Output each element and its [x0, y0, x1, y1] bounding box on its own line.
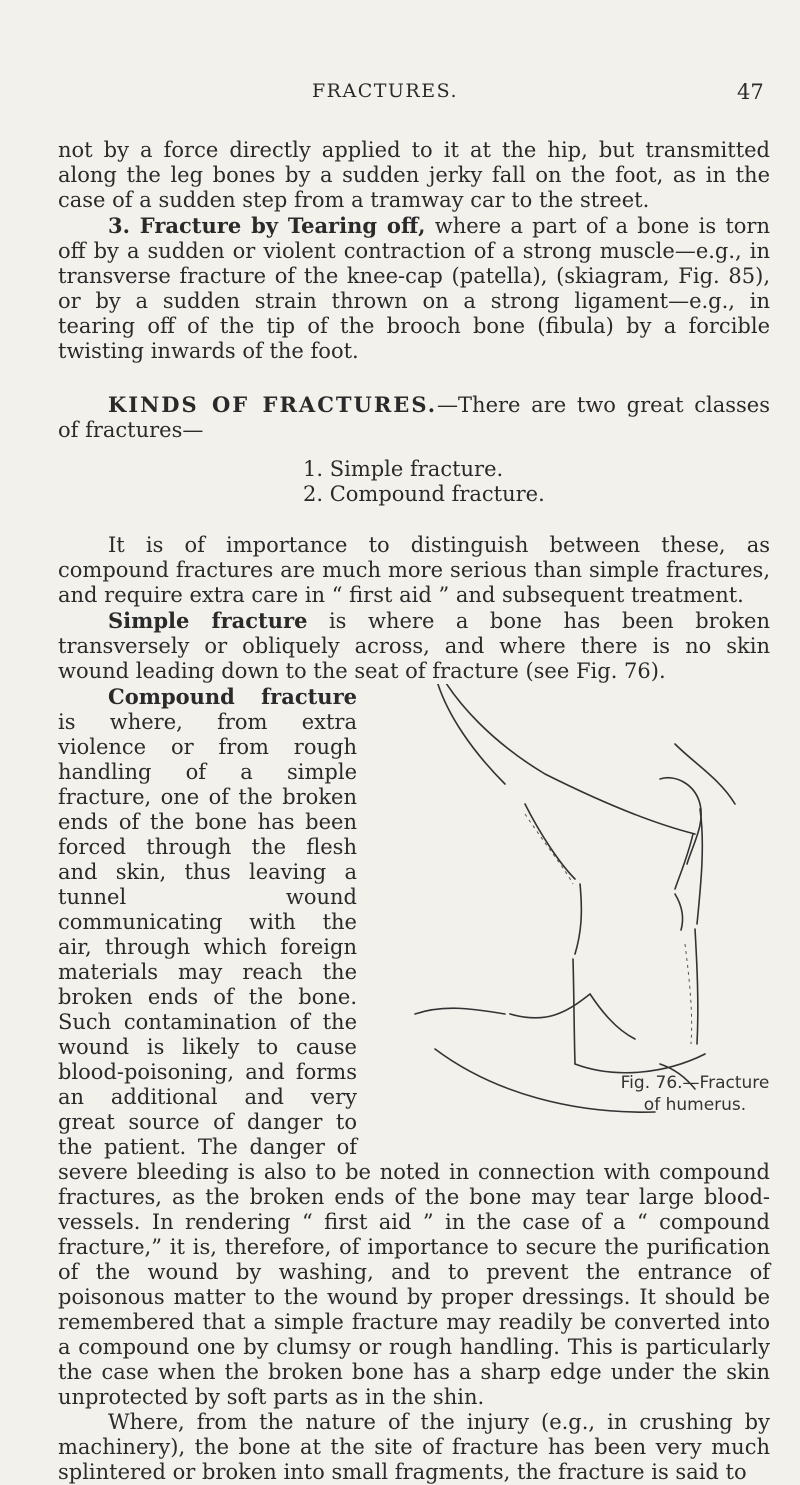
caption-line-2: of humerus.: [643, 1095, 747, 1115]
body-text: [58, 138, 770, 1485]
figure-caption: [615, 1072, 775, 1116]
page-number: 47: [737, 80, 764, 104]
spacer: [58, 521, 770, 533]
kinds-heading: KINDS OF FRACTURES.: [108, 392, 438, 417]
paragraph-tearing-off: [58, 213, 770, 364]
caption-line-1: Fig. 76.—Fracture: [620, 1073, 770, 1093]
paragraph-continuation: not by a force directly applied to it at the hip, but transmitted along the leg bones by a sudden jerky fall on the foot, as in the case of a sudden step from a tramway car to the street.: [58, 138, 770, 212]
tearing-off-body: where a part of a bone is torn off by a sudden or violent contraction of a strong muscle—e.g., in transverse fracture of the knee-cap (patella), (skiagram, Fig. 85), or by a sudden strain thrown on a strong ligament—e.g., in tearing off of the tip of the brooch bone (fibula) by a forcible twisting inwards of the foot.: [58, 214, 770, 363]
kinds-body: —There are two great classes of fractures—: [58, 393, 770, 442]
list-item-simple: 1. Simple fracture.: [303, 457, 504, 481]
simple-fracture-lead: Simple fracture: [108, 608, 308, 633]
fracture-classes-list: [58, 457, 770, 507]
tearing-off-lead: 3. Fracture by Tearing off,: [108, 213, 426, 238]
list-item-compound: 2. Compound fracture.: [303, 482, 545, 506]
figure-76: [375, 684, 770, 1134]
humerus-fracture-illustration: [375, 684, 770, 1134]
spacer: [58, 364, 770, 392]
simple-fracture-body: is where a bone has been broken transversely or obliquely across, and where there is no skin wound leading down to the seat of fracture (see Fig. 76).: [58, 609, 770, 683]
page-header: [0, 80, 800, 110]
paragraph-importance: It is of importance to distinguish between these, as compound fractures are much more serious than simple fractures, and require extra care in “ first aid ” and subsequent treatment.: [58, 533, 770, 607]
compound-fracture-lead: Compound fracture: [108, 684, 357, 709]
kinds-paragraph: [58, 392, 770, 443]
paragraph-splintered: Where, from the nature of the injury (e.g., in crushing by machinery), the bone at the site of fracture has been very much splintered or broken into small fragments, the fracture is said to: [58, 1410, 770, 1484]
compound-fracture-body: is where, from extra violence or from rough handling of a simple fracture, one of the broken ends of the bone has been forced through the flesh and skin, thus leaving a tunnel wound communicating with the air, through which foreign materials may reach the broken ends of the bone. Such contamination of the wound is likely to cause blood-poisoning, and forms an additional and very great source of danger to the patient. The danger of severe bleeding is also to be noted in connection with compound fractures, as the broken ends of the bone may tear large blood-vessels. In rendering “ first aid ” in the case of a “ compound fracture,” it is, therefore, of importance to secure the purification of the wound by washing, and to prevent the entrance of poisonous matter to the wound by proper dressings. It should be remembered that a simple fracture may readily be converted into a compound one by clumsy or rough handling. This is particularly the case when the broken bone has a sharp edge under the skin unprotected by soft parts as in the shin.: [58, 710, 770, 1409]
running-head: FRACTURES.: [312, 80, 458, 102]
paragraph-simple-fracture: [58, 608, 770, 684]
